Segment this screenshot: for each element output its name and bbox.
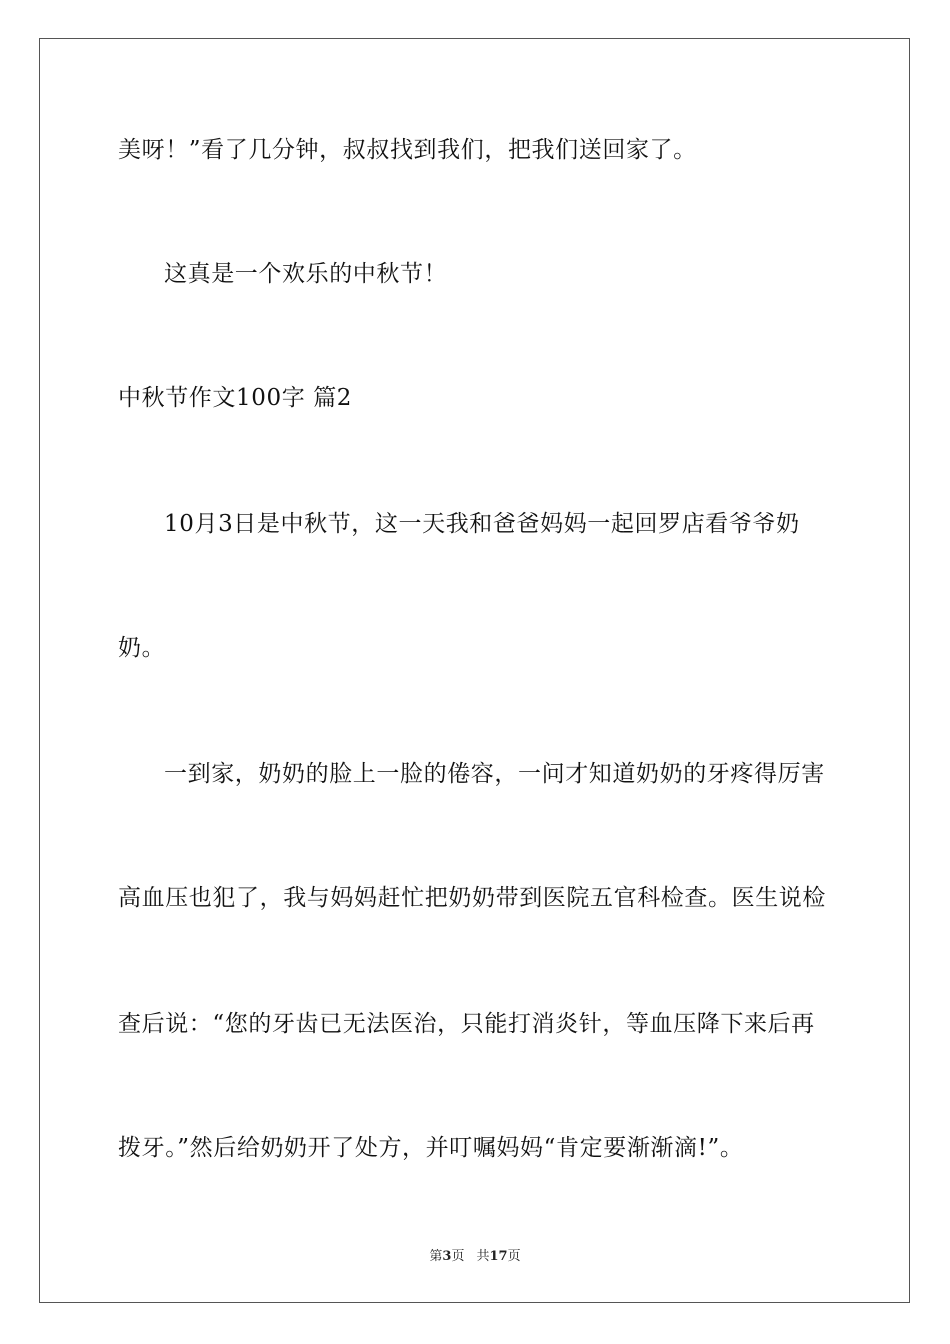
section-heading: 中秋节作文100字 篇2 xyxy=(118,385,353,411)
body-line-3: 10月3日是中秋节，这一天我和爸爸妈妈一起回罗店看爷爷奶 xyxy=(164,511,800,537)
body-line-5: 一到家，奶奶的脸上一脸的倦容，一问才知道奶奶的牙疼得厉害 xyxy=(164,761,825,787)
body-line-6: 高血压也犯了，我与妈妈赶忙把奶奶带到医院五官科检查。医生说检 xyxy=(118,885,826,911)
body-line-2: 这真是一个欢乐的中秋节！ xyxy=(164,261,448,287)
body-line-1: 美呀！”看了几分钟，叔叔找到我们，把我们送回家了。 xyxy=(118,137,697,163)
page-total-number: 17 xyxy=(489,1249,508,1264)
body-line-8: 拨牙。”然后给奶奶开了处方，并叮嘱妈妈“肯定要渐渐滴!”。 xyxy=(118,1135,744,1161)
page-border xyxy=(39,38,910,1303)
page-prefix: 第 xyxy=(429,1249,443,1264)
total-prefix: 共 xyxy=(476,1249,490,1264)
page-footer xyxy=(0,1249,950,1265)
body-line-4: 奶。 xyxy=(118,635,166,661)
page-suffix: 页 xyxy=(451,1249,465,1264)
page-current-number: 3 xyxy=(442,1249,452,1264)
total-suffix: 页 xyxy=(507,1249,521,1264)
body-line-7: 查后说：“您的牙齿已无法医治，只能打消炎针，等血压降下来后再 xyxy=(118,1011,815,1037)
